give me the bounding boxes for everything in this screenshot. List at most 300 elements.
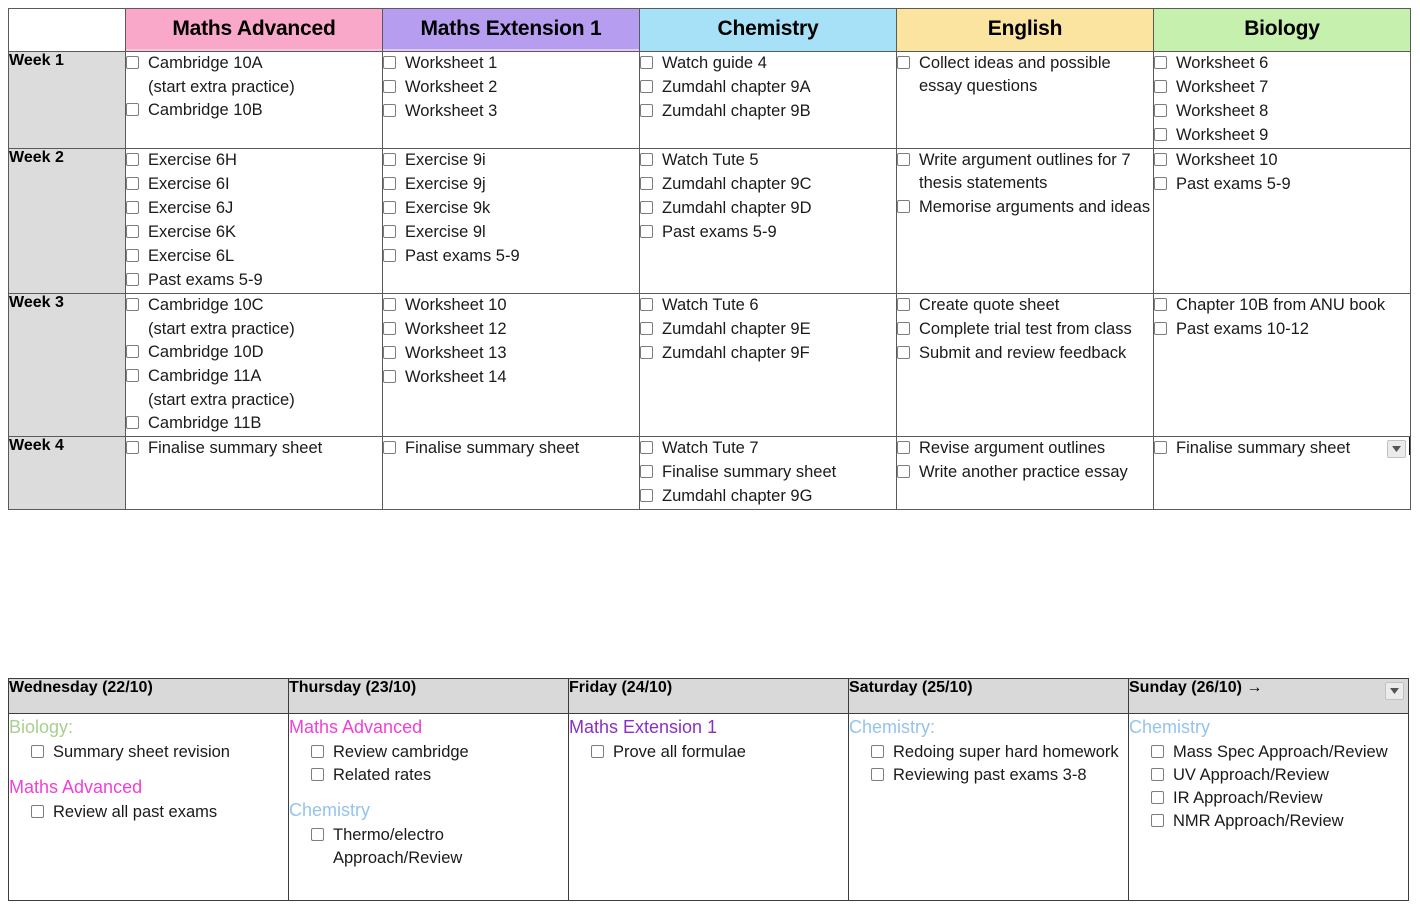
task-checkbox[interactable] <box>126 273 139 286</box>
task-label: Past exams 5-9 <box>405 247 520 265</box>
task-label: Collect ideas and possible essay questions <box>919 54 1111 95</box>
day-task-label: IR Approach/Review <box>1173 789 1323 807</box>
day-task-item <box>1151 810 1408 833</box>
task-label: Exercise 6I <box>148 175 230 193</box>
task-label: Cambridge 10D <box>148 343 264 361</box>
task-checkbox[interactable] <box>383 56 396 69</box>
task-label: Cambridge 10A <box>148 54 263 72</box>
task-item <box>640 294 896 317</box>
task-cell[interactable] <box>640 52 897 149</box>
text-cursor <box>1409 437 1411 455</box>
task-cell[interactable] <box>383 294 640 437</box>
task-checkbox[interactable] <box>897 298 910 311</box>
subject-header-label: Maths Advanced <box>126 9 382 49</box>
task-checkbox[interactable] <box>126 298 139 311</box>
task-item <box>383 366 639 389</box>
subject-header-label: English <box>897 9 1153 49</box>
task-item <box>383 149 639 172</box>
task-checkbox[interactable] <box>897 322 910 335</box>
day-header-thursday[interactable] <box>289 679 569 714</box>
task-list <box>897 294 1153 365</box>
task-checkbox[interactable] <box>640 489 653 502</box>
week-row <box>9 149 1411 294</box>
day-subject-group <box>289 797 568 870</box>
task-label: Past exams 5-9 <box>148 271 263 289</box>
day-body-cell[interactable] <box>569 714 849 901</box>
task-item <box>897 437 1153 460</box>
task-checkbox[interactable] <box>897 346 910 359</box>
day-task-list <box>1129 741 1408 833</box>
task-checkbox[interactable] <box>126 225 139 238</box>
task-checkbox[interactable] <box>640 346 653 359</box>
subject-header-label: Maths Extension 1 <box>383 9 639 49</box>
task-checkbox[interactable] <box>126 103 139 116</box>
task-cell[interactable] <box>1154 52 1411 149</box>
task-label: Past exams 5-9 <box>1176 175 1291 193</box>
day-task-label: NMR Approach/Review <box>1173 812 1344 830</box>
task-label: Past exams 10-12 <box>1176 320 1309 338</box>
task-label: Cambridge 10C <box>148 296 264 314</box>
task-item <box>640 437 896 460</box>
week-row <box>9 437 1411 510</box>
day-subject-tag: Maths Extension 1 <box>569 717 718 737</box>
day-task-item <box>311 764 568 787</box>
task-label: Watch Tute 7 <box>662 439 759 457</box>
task-label: Watch guide 4 <box>662 54 767 72</box>
task-item <box>383 52 639 75</box>
task-item <box>126 52 382 75</box>
task-item <box>897 342 1153 365</box>
subject-header-chemistry[interactable] <box>640 9 897 52</box>
subject-header-english[interactable] <box>897 9 1154 52</box>
day-subject-group <box>849 714 1128 787</box>
task-item <box>640 100 896 123</box>
task-checkbox[interactable] <box>1151 814 1164 827</box>
day-task-label: Review all past exams <box>53 803 218 821</box>
task-cell[interactable] <box>640 437 897 510</box>
task-checkbox[interactable] <box>640 56 653 69</box>
task-label: Watch Tute 5 <box>662 151 759 169</box>
task-checkbox[interactable] <box>640 465 653 478</box>
task-item <box>897 461 1153 484</box>
task-item <box>383 437 639 460</box>
task-checkbox[interactable] <box>640 225 653 238</box>
day-body-cell[interactable] <box>289 714 569 901</box>
task-list <box>1154 437 1410 460</box>
task-cell[interactable] <box>383 52 640 149</box>
task-item <box>126 341 382 364</box>
task-item <box>383 245 639 268</box>
subject-header-biology[interactable] <box>1154 9 1411 52</box>
day-task-list <box>9 801 288 824</box>
day-header-saturday[interactable] <box>849 679 1129 714</box>
task-list <box>383 294 639 389</box>
task-label: Worksheet 3 <box>405 102 498 120</box>
task-item <box>897 294 1153 317</box>
task-checkbox[interactable] <box>126 416 139 429</box>
task-label: Finalise summary sheet <box>405 439 580 457</box>
task-list <box>640 52 896 123</box>
task-label: Zumdahl chapter 9G <box>662 487 813 505</box>
day-task-label: Prove all formulae <box>613 743 746 761</box>
task-checkbox[interactable] <box>311 745 324 758</box>
day-task-label: Reviewing past exams 3-8 <box>893 766 1087 784</box>
task-item <box>897 318 1153 341</box>
weekly-subject-planner-table <box>8 8 1411 510</box>
day-subject-group <box>9 774 288 824</box>
week-label-text: Week 4 <box>9 437 64 454</box>
task-item <box>1154 173 1410 196</box>
task-checkbox[interactable] <box>383 441 396 454</box>
task-checkbox[interactable] <box>1151 745 1164 758</box>
day-task-label: Redoing super hard homework <box>893 743 1119 761</box>
task-cell[interactable] <box>640 294 897 437</box>
task-label: Worksheet 14 <box>405 368 507 386</box>
task-checkbox[interactable] <box>591 745 604 758</box>
chevron-down-icon[interactable] <box>1385 682 1404 700</box>
task-item <box>383 76 639 99</box>
day-subject-tag: Chemistry <box>289 800 371 820</box>
day-subject-tag: Chemistry <box>1129 717 1211 737</box>
task-checkbox[interactable] <box>383 80 396 93</box>
task-checkbox[interactable] <box>1151 791 1164 804</box>
task-list <box>383 437 639 460</box>
weekly-header-row <box>9 9 1411 52</box>
task-checkbox[interactable] <box>383 370 396 383</box>
day-header-wednesday[interactable] <box>9 679 289 714</box>
day-body-cell[interactable] <box>9 714 289 901</box>
task-label: Exercise 9k <box>405 199 491 217</box>
task-label: Zumdahl chapter 9F <box>662 344 810 362</box>
task-checkbox[interactable] <box>1154 177 1167 190</box>
task-checkbox[interactable] <box>640 298 653 311</box>
task-label: Watch Tute 6 <box>662 296 759 314</box>
task-cell[interactable] <box>897 52 1154 149</box>
task-label: Finalise summary sheet <box>148 439 323 457</box>
task-item <box>640 76 896 99</box>
task-label: Exercise 9i <box>405 151 486 169</box>
task-checkbox[interactable] <box>1154 80 1167 93</box>
day-subject-group <box>9 714 288 764</box>
task-checkbox[interactable] <box>383 177 396 190</box>
day-subject-group <box>289 714 568 787</box>
task-item <box>897 196 1153 219</box>
task-checkbox[interactable] <box>383 201 396 214</box>
task-checkbox[interactable] <box>383 249 396 262</box>
task-item <box>1154 318 1410 341</box>
task-item <box>126 99 382 122</box>
task-continuation-line: (start extra practice) <box>148 391 295 409</box>
task-checkbox[interactable] <box>126 201 139 214</box>
task-item <box>126 197 382 220</box>
task-list <box>897 149 1153 219</box>
task-label: Worksheet 6 <box>1176 54 1269 72</box>
task-label: Worksheet 2 <box>405 78 498 96</box>
task-checkbox[interactable] <box>1154 104 1167 117</box>
task-checkbox[interactable] <box>383 153 396 166</box>
task-list <box>126 294 382 435</box>
task-list <box>1154 52 1410 147</box>
task-checkbox[interactable] <box>897 200 910 213</box>
task-label: Exercise 9j <box>405 175 486 193</box>
task-item <box>1154 437 1410 460</box>
week-label-text: Week 1 <box>9 52 64 69</box>
week-label-text: Week 2 <box>9 149 64 166</box>
task-label: Exercise 6J <box>148 199 234 217</box>
task-list <box>126 149 382 292</box>
day-task-item <box>31 741 288 764</box>
task-cell[interactable] <box>1154 437 1411 510</box>
day-header-label: Friday (24/10) <box>569 679 673 696</box>
task-item <box>126 245 382 268</box>
task-label: Worksheet 13 <box>405 344 507 362</box>
day-subject-tag: Maths Advanced <box>9 777 143 797</box>
task-checkbox[interactable] <box>126 369 139 382</box>
task-cell[interactable] <box>897 149 1154 294</box>
task-checkbox[interactable] <box>897 465 910 478</box>
task-list <box>126 437 382 460</box>
task-label: Exercise 6H <box>148 151 237 169</box>
task-checkbox[interactable] <box>640 441 653 454</box>
day-task-list <box>289 741 568 787</box>
daily-body-row <box>9 714 1409 901</box>
day-task-item <box>1151 787 1408 810</box>
task-item <box>383 100 639 123</box>
task-checkbox[interactable] <box>897 56 910 69</box>
task-item <box>383 197 639 220</box>
task-label: Finalise summary sheet <box>1176 439 1351 457</box>
week-row <box>9 294 1411 437</box>
task-label: Exercise 6K <box>148 223 237 241</box>
task-checkbox[interactable] <box>311 828 324 841</box>
task-label: Create quote sheet <box>919 296 1060 314</box>
task-label: Finalise summary sheet <box>662 463 837 481</box>
task-item <box>1154 52 1410 75</box>
task-item <box>640 318 896 341</box>
task-item <box>897 149 1153 195</box>
day-subject-group <box>1129 714 1408 833</box>
task-label: Worksheet 12 <box>405 320 507 338</box>
day-subject-group <box>569 714 848 764</box>
task-item <box>640 461 896 484</box>
task-label: Exercise 9l <box>405 223 486 241</box>
task-checkbox[interactable] <box>1151 768 1164 781</box>
day-task-item <box>1151 764 1408 787</box>
week-label-3 <box>9 294 126 437</box>
task-item <box>126 221 382 244</box>
task-label: Chapter 10B from ANU book <box>1176 296 1386 314</box>
week-label-4 <box>9 437 126 510</box>
task-cell[interactable] <box>897 437 1154 510</box>
task-checkbox[interactable] <box>126 56 139 69</box>
task-label: Cambridge 10B <box>148 101 263 119</box>
task-label: Zumdahl chapter 9C <box>662 175 812 193</box>
day-header-friday[interactable] <box>569 679 849 714</box>
task-item <box>126 149 382 172</box>
task-item <box>383 173 639 196</box>
task-checkbox[interactable] <box>383 322 396 335</box>
day-subject-tag: Chemistry: <box>849 717 936 737</box>
day-task-item <box>31 801 288 824</box>
task-continuation-line: (start extra practice) <box>148 78 295 96</box>
task-cell[interactable] <box>126 437 383 510</box>
task-item <box>640 149 896 172</box>
task-item <box>126 412 382 435</box>
task-checkbox[interactable] <box>640 322 653 335</box>
task-item <box>1154 76 1410 99</box>
task-label: Worksheet 8 <box>1176 102 1269 120</box>
task-item <box>126 269 382 292</box>
task-checkbox[interactable] <box>871 745 884 758</box>
task-checkbox[interactable] <box>640 201 653 214</box>
task-cell[interactable] <box>1154 149 1411 294</box>
day-task-item <box>871 764 1128 787</box>
task-item <box>383 318 639 341</box>
task-cell[interactable] <box>126 294 383 437</box>
day-task-label: Summary sheet revision <box>53 743 230 761</box>
task-checkbox[interactable] <box>640 177 653 190</box>
task-item <box>383 221 639 244</box>
task-label: Cambridge 11A <box>148 367 262 385</box>
task-checkbox[interactable] <box>311 768 324 781</box>
task-label: Worksheet 10 <box>405 296 507 314</box>
subject-header-label: Chemistry <box>640 9 896 49</box>
task-item <box>126 294 382 317</box>
task-label: Worksheet 9 <box>1176 126 1269 144</box>
task-checkbox[interactable] <box>1154 441 1167 454</box>
task-label: Zumdahl chapter 9A <box>662 78 811 96</box>
task-checkbox[interactable] <box>640 104 653 117</box>
task-cell[interactable] <box>383 149 640 294</box>
task-item <box>126 365 382 388</box>
task-list <box>383 149 639 268</box>
task-checkbox[interactable] <box>1154 298 1167 311</box>
task-checkbox[interactable] <box>31 805 44 818</box>
task-item <box>1154 100 1410 123</box>
day-header-label: Thursday (23/10) <box>289 679 417 696</box>
day-body-cell[interactable] <box>1129 714 1409 901</box>
task-label: Worksheet 7 <box>1176 78 1269 96</box>
task-label: Past exams 5-9 <box>662 223 777 241</box>
day-task-list <box>849 741 1128 787</box>
task-list <box>126 52 382 122</box>
task-checkbox[interactable] <box>126 153 139 166</box>
task-item <box>640 52 896 75</box>
week-row <box>9 52 1411 149</box>
task-item <box>1154 294 1410 317</box>
task-checkbox[interactable] <box>1154 153 1167 166</box>
task-item <box>383 294 639 317</box>
task-item <box>383 342 639 365</box>
task-label: Worksheet 10 <box>1176 151 1278 169</box>
task-label: Zumdahl chapter 9D <box>662 199 812 217</box>
task-list <box>1154 149 1410 196</box>
task-checkbox[interactable] <box>871 768 884 781</box>
task-checkbox[interactable] <box>640 80 653 93</box>
day-body-cell[interactable] <box>849 714 1129 901</box>
day-task-item <box>311 741 568 764</box>
task-item <box>640 197 896 220</box>
task-checkbox[interactable] <box>126 249 139 262</box>
subject-header-maths-advanced[interactable] <box>126 9 383 52</box>
day-task-item <box>871 741 1128 764</box>
task-cell[interactable] <box>640 149 897 294</box>
task-list <box>1154 294 1410 341</box>
task-checkbox[interactable] <box>897 153 910 166</box>
week-label-text: Week 3 <box>9 294 64 311</box>
task-checkbox[interactable] <box>383 225 396 238</box>
day-header-label: Wednesday (22/10) <box>9 679 153 696</box>
chevron-down-icon[interactable] <box>1387 440 1406 458</box>
task-item <box>1154 149 1410 172</box>
task-checkbox[interactable] <box>1154 128 1167 141</box>
task-checkbox[interactable] <box>640 153 653 166</box>
task-item <box>126 173 382 196</box>
task-checkbox[interactable] <box>897 441 910 454</box>
subject-header-maths-extension-1[interactable] <box>383 9 640 52</box>
task-item <box>640 221 896 244</box>
subject-header-label: Biology <box>1154 9 1410 49</box>
day-task-label: Thermo/electro Approach/Review <box>333 826 463 867</box>
task-item <box>1154 124 1410 147</box>
day-task-label: Related rates <box>333 766 432 784</box>
day-task-item <box>311 824 568 870</box>
day-task-item <box>1151 741 1408 764</box>
task-list <box>640 437 896 508</box>
table-corner-cell <box>9 9 126 52</box>
task-cell[interactable] <box>1154 294 1411 437</box>
task-checkbox[interactable] <box>383 104 396 117</box>
task-item <box>640 485 896 508</box>
task-checkbox[interactable] <box>1154 56 1167 69</box>
task-label: Write argument outlines for 7 thesis statements <box>919 151 1131 192</box>
task-label: Memorise arguments and ideas <box>919 198 1151 216</box>
task-cell[interactable] <box>126 149 383 294</box>
daily-header-row <box>9 679 1409 714</box>
task-item <box>126 437 382 460</box>
task-label: Zumdahl chapter 9B <box>662 102 811 120</box>
task-item <box>640 342 896 365</box>
task-continuation-line: (start extra practice) <box>148 320 295 338</box>
task-checkbox[interactable] <box>31 745 44 758</box>
task-checkbox[interactable] <box>126 345 139 358</box>
day-task-label: UV Approach/Review <box>1173 766 1329 784</box>
task-label: Cambridge 11B <box>148 414 262 432</box>
day-task-list <box>569 741 848 764</box>
task-label: Write another practice essay <box>919 463 1128 481</box>
task-checkbox[interactable] <box>126 441 139 454</box>
task-checkbox[interactable] <box>126 177 139 190</box>
day-task-label: Mass Spec Approach/Review <box>1173 743 1388 761</box>
task-cell[interactable] <box>383 437 640 510</box>
task-list <box>897 437 1153 484</box>
day-header-label: Sunday (26/10) → <box>1129 679 1263 696</box>
task-cell[interactable] <box>126 52 383 149</box>
task-checkbox[interactable] <box>383 298 396 311</box>
task-checkbox[interactable] <box>1154 322 1167 335</box>
task-label: Revise argument outlines <box>919 439 1106 457</box>
task-cell[interactable] <box>897 294 1154 437</box>
task-checkbox[interactable] <box>383 346 396 359</box>
task-label: Worksheet 1 <box>405 54 498 72</box>
week-label-2 <box>9 149 126 294</box>
task-item <box>897 52 1153 98</box>
task-list <box>640 294 896 365</box>
task-label: Zumdahl chapter 9E <box>662 320 811 338</box>
task-list <box>383 52 639 123</box>
day-header-sunday[interactable] <box>1129 679 1409 714</box>
day-task-list <box>289 824 568 870</box>
